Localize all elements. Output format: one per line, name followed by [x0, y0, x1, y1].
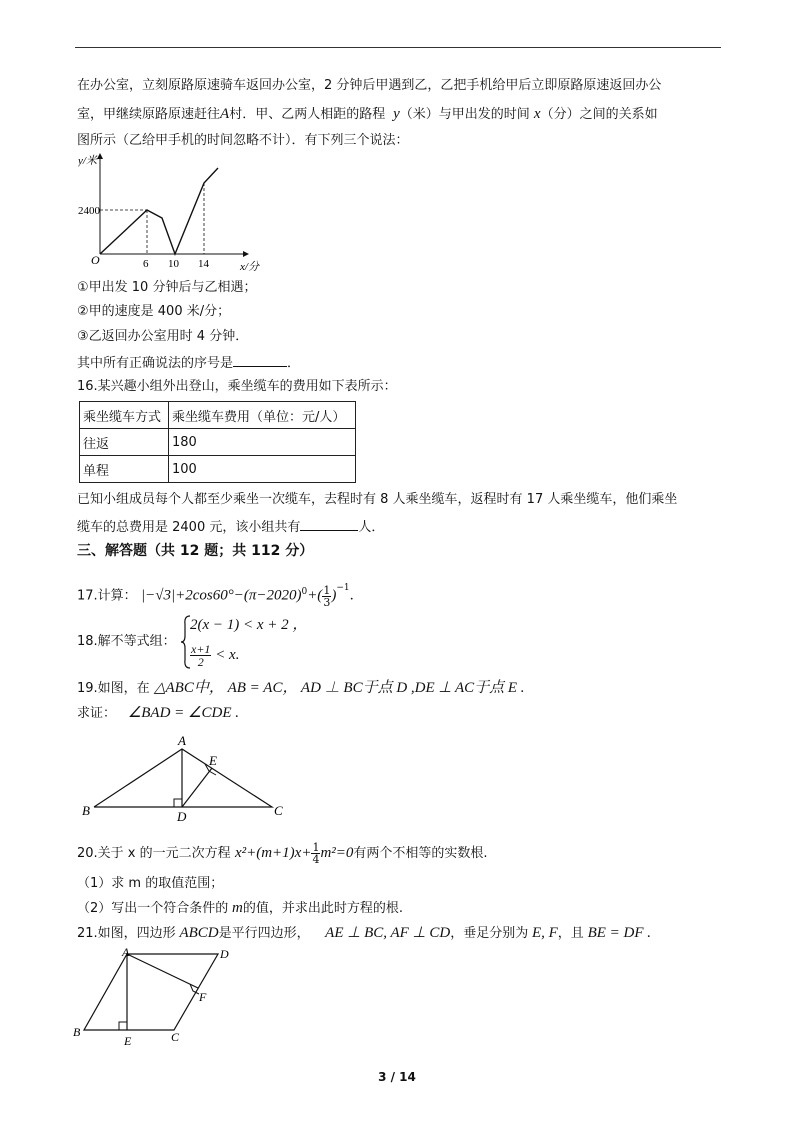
cable-car-fee-table	[79, 401, 356, 483]
inequality-1: 2(x − 1) < x + 2 ，	[190, 617, 308, 633]
tick-14: 14	[198, 258, 209, 270]
table-row	[80, 402, 356, 429]
answer-blank-15	[233, 352, 287, 367]
p19-line2: 求证： ∠BAD = ∠CDE .	[77, 705, 239, 721]
p16-text1: 已知小组成员每个人都至少乘坐一次缆车，去程时有 8 人乘坐缆车，返程时有 17 人乘坐缆车，他们乘坐	[77, 492, 678, 507]
page-number: 3 / 14	[378, 1070, 416, 1084]
statement-2: ②甲的速度是 400 米/分；	[77, 304, 231, 319]
distance-curve	[100, 168, 218, 254]
tick-10: 10	[168, 258, 179, 270]
p20-sub1: （1）求 m 的取值范围；	[77, 876, 224, 891]
p15-line3: 图所示（乙给甲手机的时间忽略不计）．有下列三个说法：	[77, 133, 409, 148]
table-row	[80, 429, 356, 456]
point-E: E	[209, 753, 217, 768]
distance-time-graph	[78, 150, 278, 275]
p18-label: 18.解不等式组：	[77, 634, 176, 649]
table-header-cell: 乘坐缆车方式	[80, 402, 169, 429]
p19-line1: 19.如图，在 △ABC中， AB = AC， AD ⊥ BC于点 D ,DE ⊥ AC于点 E .	[77, 680, 525, 696]
statement-3: ③乙返回办公室用时 4 分钟．	[77, 329, 249, 344]
p15-question: 其中所有正确说法的序号是 ．	[77, 352, 300, 374]
x-axis-label: x/分	[240, 261, 259, 273]
p20-sub2: （2）写出一个符合条件的 m的值，并求出此时方程的根.	[77, 900, 404, 916]
answer-blank-16	[300, 516, 358, 531]
section-heading: 三、解答题（共 12 题；共 112 分）	[77, 543, 314, 559]
p20-line1: 20.关于 x 的一元二次方程 x²+(m+1)x+ $\frac{1}{4}$ m²=0有两个不相等的实数根.	[77, 841, 488, 866]
tick-2400: 2400	[78, 205, 100, 217]
p15-line1: 在办公室，立刻原路原速骑车返回办公室，2 分钟后甲遇到乙，乙把手机给甲后立即原路原速返回办公	[77, 78, 662, 93]
p15-line2: 室，甲继续原路原速赶往A村．甲、乙两人相距的路程 y（米）与甲出发的时间 x（分）之间的关系如	[77, 106, 658, 122]
statement-1: ①甲出发 10 分钟后与乙相遇；	[77, 280, 257, 295]
parallelogram-figure-21	[70, 944, 240, 1049]
origin-label: O	[91, 253, 100, 267]
triangle-figure-19	[78, 733, 298, 825]
point-E: E	[124, 1034, 132, 1048]
point-A: A	[122, 945, 130, 959]
header-rule	[75, 47, 721, 48]
table-header-cell: 乘坐缆车费用（单位：元/人）	[169, 402, 356, 429]
p16-text2: 缆车的总费用是 2400 元，该小组共有 人．	[77, 516, 384, 538]
y-axis-label: y/米	[78, 155, 97, 167]
point-C: C	[274, 803, 283, 818]
point-B: B	[73, 1025, 81, 1039]
point-B: B	[82, 803, 90, 818]
table-row	[80, 456, 356, 483]
table-cell: 180	[169, 429, 356, 456]
table-cell: 单程	[80, 456, 169, 483]
point-D: D	[220, 947, 229, 961]
point-D: D	[177, 809, 187, 824]
point-A: A	[178, 733, 186, 748]
point-C: C	[171, 1030, 180, 1044]
point-F: F	[199, 990, 207, 1004]
inequality-2: $\frac{x+1}{2}$ < x.	[191, 642, 240, 669]
p21-line1: 21.如图，四边形 ABCD是平行四边形， AE ⊥ BC, AF ⊥ CD，垂足分别为 E, F，且 BE = DF .	[77, 925, 652, 941]
table-cell: 100	[169, 456, 356, 483]
table-cell: 往返	[80, 429, 169, 456]
p16-intro: 16.某兴趣小组外出登山，乘坐缆车的费用如下表所示：	[77, 379, 397, 394]
p17-line: 17.计算： $|-√3|+2\cos 60^\circ-(\pi-2020)^0+$( $\frac{1}{3}$ )$^{-1}$．	[77, 583, 364, 609]
tick-6: 6	[143, 258, 149, 270]
